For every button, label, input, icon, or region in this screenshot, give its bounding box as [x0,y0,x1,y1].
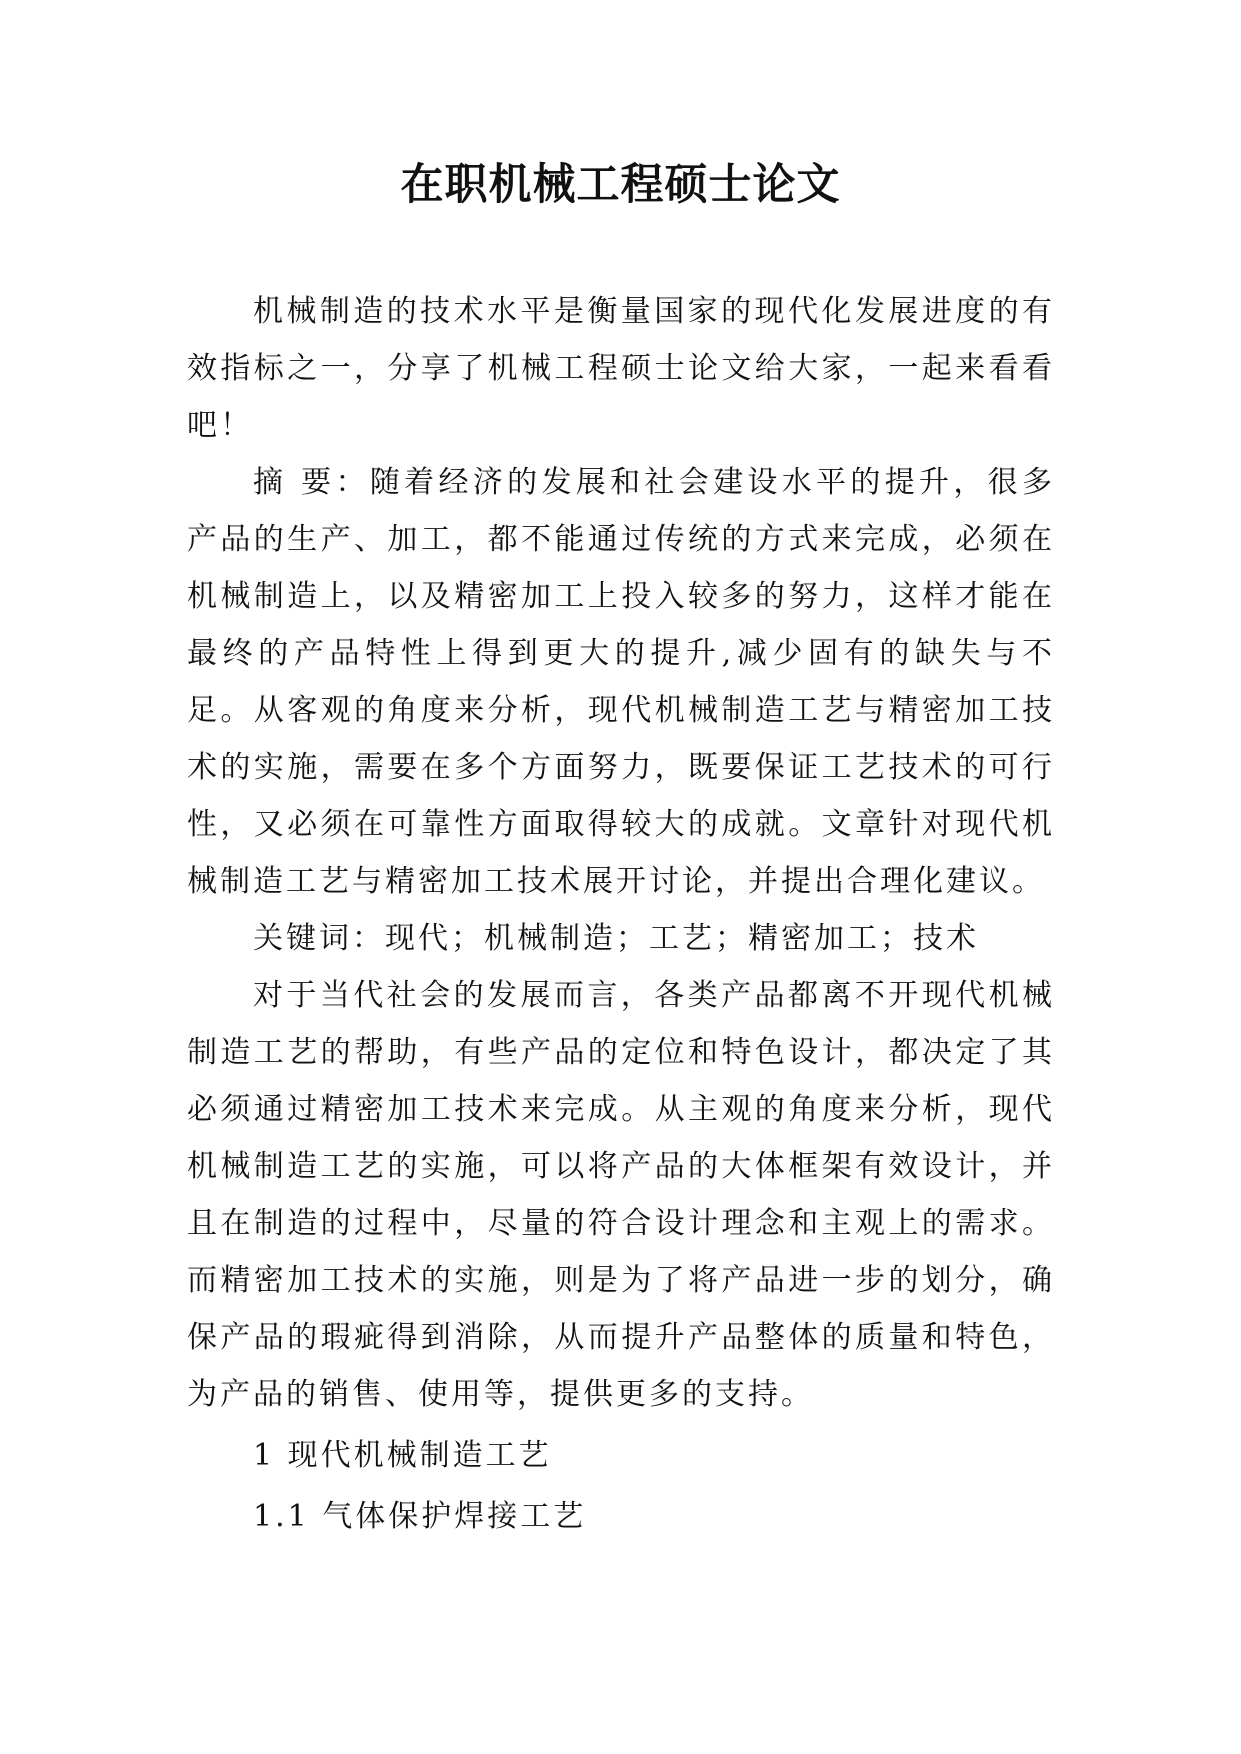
intro-paragraph: 机械制造的技术水平是衡量国家的现代化发展进度的有效指标之一，分享了机械工程硕士论文给大家，一起来看看吧！ [187,294,1055,443]
document-title: 在职机械工程硕士论文 [400,160,841,210]
body-paragraph: 对于当代社会的发展而言，各类产品都离不开现代机械制造工艺的帮助，有些产品的定位和特色设计，都决定了其必须通过精密加工技术来完成。从主观的角度来分析，现代机械制造工艺的实施，可以将产品的大体框架有效设计，并且在制造的过程中，尽量的符合设计理念和主观上的需求。而精密加工技术的实施，则是为了将产品进一步的划分，确保产品的瑕疵得到消除，从而提升产品整体的质量和特色，为产品的销售、使用等，提供更多的支持。 [187,978,1055,1412]
keywords-line: 关键词：现代；机械制造；工艺；精密加工；技术 [253,921,979,956]
document-body [187,283,1055,1545]
section-heading-1: 1 现代机械制造工艺 [253,1438,552,1473]
abstract-paragraph: 摘 要：随着经济的发展和社会建设水平的提升，很多产品的生产、加工，都不能通过传统的方式来完成，必须在机械制造上，以及精密加工上投入较多的努力，这样才能在最终的产品特性上得到更大的提升,减少固有的缺失与不足。从客观的角度来分析，现代机械制造工艺与精密加工技术的实施，需要在多个方面努力，既要保证工艺技术的可行性，又必须在可靠性方面取得较大的成就。文章针对现代机械制造工艺与精密加工技术展开讨论，并提出合理化建议。 [187,465,1055,899]
section-heading-1-1: 1.1 气体保护焊接工艺 [253,1499,587,1534]
